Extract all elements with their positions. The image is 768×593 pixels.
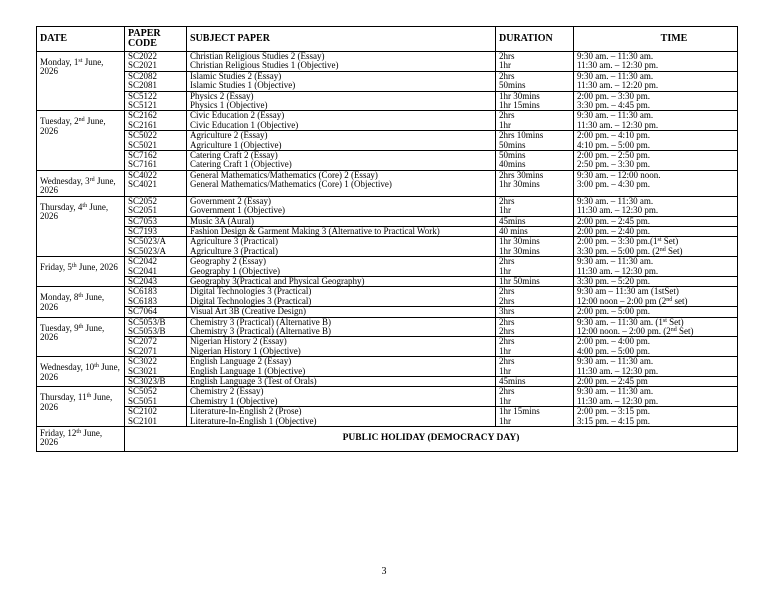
subject-paper: Digital Technologies 3 (Practical) <box>190 286 312 297</box>
subject-paper-cell <box>187 111 496 131</box>
duration: 3hrs <box>499 306 515 317</box>
paper-code-cell <box>125 91 187 111</box>
subject-paper: Geography 3(Practical and Physical Geography) <box>190 275 365 286</box>
duration-cell <box>496 276 574 286</box>
subject-paper-cell <box>187 196 496 216</box>
time-cell <box>574 317 738 337</box>
paper-code: SC2051 <box>128 205 158 216</box>
time-cell <box>574 257 738 277</box>
time: 9:30 am. – 12:00 noon. <box>577 169 661 180</box>
exam-row <box>37 216 738 226</box>
duration-cell <box>496 377 574 387</box>
exam-row <box>37 257 738 277</box>
paper-code-cell <box>125 276 187 286</box>
subject-paper-cell <box>187 71 496 91</box>
duration: 2hrs 30mins <box>499 169 544 180</box>
subject-paper-cell <box>187 317 496 337</box>
paper-code: SC2162 <box>128 110 158 121</box>
subject-paper: English Language 1 (Objective) <box>190 365 306 376</box>
time: 12:00 noon – 2:00 pm (2nd set) <box>577 295 688 306</box>
duration: 1hr <box>499 395 511 406</box>
paper-code: SC5053/B <box>128 325 166 336</box>
time: 9:30 am. – 11:30 am. <box>577 195 654 206</box>
duration: 1hr <box>499 345 511 356</box>
duration: 2hrs <box>499 295 515 306</box>
holiday-label: PUBLIC HOLIDAY (DEMOCRACY DAY) <box>125 427 738 452</box>
exam-row <box>37 287 738 307</box>
subject-paper: Chemistry 2 (Essay) <box>190 386 264 397</box>
paper-code: SC2102 <box>128 406 158 417</box>
paper-code: SC2081 <box>128 80 158 91</box>
time: 3:15 pm. – 4:15 pm. <box>577 415 651 426</box>
paper-code: SC3023/B <box>128 376 166 386</box>
paper-code-cell <box>125 317 187 337</box>
duration: 45mins <box>499 215 526 226</box>
subject-paper-cell <box>187 387 496 407</box>
paper-code: SC2041 <box>128 265 158 276</box>
paper-code: SC3021 <box>128 365 158 376</box>
subject-paper-cell <box>187 216 496 226</box>
paper-code-cell <box>125 196 187 216</box>
exam-row <box>37 91 738 111</box>
paper-code-cell <box>125 71 187 91</box>
exam-row <box>37 237 738 257</box>
paper-code-cell <box>125 287 187 307</box>
duration: 1hr 30mins <box>499 179 540 190</box>
exam-row <box>37 111 738 131</box>
time: 2:00 pm. – 2:40 pm. <box>577 225 651 236</box>
duration: 1hr <box>499 205 511 216</box>
duration: 1hr 50mins <box>499 275 540 286</box>
subject-paper: Government 2 (Essay) <box>190 195 271 206</box>
time-cell <box>574 71 738 91</box>
duration: 2hrs <box>499 336 515 347</box>
subject-paper: Islamic Studies 2 (Essay) <box>190 70 282 81</box>
subject-paper: General Mathematics/Mathematics (Core) 1 (Objective) <box>190 179 392 190</box>
duration-cell <box>496 287 574 307</box>
time: 11:30 am. – 12:30 pm. <box>577 265 659 276</box>
duration: 2hrs <box>499 110 515 121</box>
paper-code: SC5023/A <box>128 245 167 256</box>
time: 11:30 am. – 12:20 pm. <box>577 80 659 91</box>
paper-code-cell <box>125 216 187 226</box>
subject-paper: Civic Education 1 (Objective) <box>190 119 299 130</box>
paper-code-cell <box>125 257 187 277</box>
subject-paper: Chemistry 3 (Practical) (Alternative B) <box>190 325 331 336</box>
paper-code: SC4022 <box>128 169 158 180</box>
subject-paper-cell <box>187 226 496 236</box>
paper-code: SC5121 <box>128 100 158 111</box>
paper-code-cell <box>125 111 187 131</box>
date-cell: Monday, 1st June, 2026 <box>37 52 125 111</box>
duration-cell <box>496 111 574 131</box>
duration: 1hr 15mins <box>499 406 540 417</box>
time-cell <box>574 151 738 171</box>
paper-code: SC7193 <box>128 225 158 236</box>
subject-paper-cell <box>187 52 496 72</box>
subject-paper-cell <box>187 337 496 357</box>
subject-paper: Nigerian History 2 (Essay) <box>190 336 287 347</box>
time-cell <box>574 52 738 72</box>
paper-code: SC5052 <box>128 386 158 397</box>
duration: 2hrs 10mins <box>499 130 544 141</box>
duration: 1hr 30mins <box>499 236 540 247</box>
time: 11:30 am. – 12:30 pm. <box>577 395 659 406</box>
time: 9:30 am. – 11:30 am. <box>577 70 654 81</box>
paper-code-cell <box>125 170 187 196</box>
paper-code: SC5022 <box>128 130 158 141</box>
holiday-row <box>37 427 738 452</box>
duration: 2hrs <box>499 195 515 206</box>
paper-code: SC5053/B <box>128 316 166 327</box>
paper-code: SC7161 <box>128 159 158 170</box>
time-cell <box>574 307 738 317</box>
time-cell <box>574 357 738 377</box>
time: 2:00 pm. – 3:15 pm. <box>577 406 651 417</box>
subject-paper-cell <box>187 170 496 196</box>
duration: 50mins <box>499 139 526 150</box>
duration: 2hrs <box>499 325 515 336</box>
time-cell <box>574 377 738 387</box>
header-subject-paper: SUBJECT PAPER <box>187 27 496 52</box>
duration-cell <box>496 317 574 337</box>
duration-cell <box>496 216 574 226</box>
time-cell <box>574 337 738 357</box>
time: 9:30 am. – 11:30 am. <box>577 386 654 397</box>
subject-paper: Catering Craft 2 (Essay) <box>190 150 278 161</box>
subject-paper: Music 3A (Aural) <box>190 215 254 226</box>
subject-paper: Christian Religious Studies 2 (Essay) <box>190 51 325 61</box>
paper-code-cell <box>125 151 187 171</box>
time: 3:30 pm. – 4:45 pm. <box>577 100 651 111</box>
paper-code: SC2021 <box>128 60 158 71</box>
time-cell <box>574 170 738 196</box>
subject-paper-cell <box>187 407 496 427</box>
subject-paper: Fashion Design & Garment Making 3 (Alternative to Practical Work) <box>190 225 440 236</box>
paper-code: SC2022 <box>128 51 158 61</box>
duration: 50mins <box>499 150 526 161</box>
time-cell <box>574 387 738 407</box>
page-number: 3 <box>381 566 387 577</box>
paper-code: SC7064 <box>128 306 158 317</box>
subject-paper: Physics 1 (Objective) <box>190 100 268 111</box>
time-cell <box>574 276 738 286</box>
exam-row <box>37 307 738 317</box>
time: 2:50 pm. – 3:30 pm. <box>577 159 651 170</box>
paper-code: SC7053 <box>128 215 158 226</box>
time: 2:00 pm. – 3:30 pm. <box>577 90 651 101</box>
exam-row <box>37 337 738 357</box>
exam-row <box>37 131 738 151</box>
duration: 1hr <box>499 119 511 130</box>
paper-code: SC2161 <box>128 119 158 130</box>
duration: 2hrs <box>499 70 515 81</box>
duration-cell <box>496 71 574 91</box>
time: 4:00 pm. – 5:00 pm. <box>577 345 651 356</box>
paper-code: SC5021 <box>128 139 158 150</box>
time-cell <box>574 91 738 111</box>
duration: 40 mins <box>499 225 528 236</box>
subject-paper: General Mathematics/Mathematics (Core) 2 (Essay) <box>190 169 378 180</box>
exam-row <box>37 276 738 286</box>
duration: 1hr <box>499 365 511 376</box>
header-duration: DURATION <box>496 27 574 52</box>
time-cell <box>574 407 738 427</box>
paper-code: SC6183 <box>128 286 158 297</box>
duration-cell <box>496 387 574 407</box>
duration-cell <box>496 407 574 427</box>
subject-paper-cell <box>187 91 496 111</box>
paper-code-cell <box>125 226 187 236</box>
exam-row <box>37 151 738 171</box>
header-date: DATE <box>37 27 125 52</box>
time: 12:00 noon. – 2:00 pm. (2nd Set) <box>577 325 694 336</box>
date-cell: Friday, 12th June, 2026 <box>37 427 125 452</box>
paper-code-cell <box>125 387 187 407</box>
subject-paper-cell <box>187 377 496 387</box>
time: 3:30 pm. – 5:00 pm. (2nd Set) <box>577 245 683 256</box>
paper-code-cell <box>125 307 187 317</box>
paper-code-cell <box>125 337 187 357</box>
subject-paper: Visual Art 3B (Creative Design) <box>190 306 306 317</box>
time: 9:30 am. – 11:30 am. <box>577 51 654 61</box>
duration-cell <box>496 151 574 171</box>
time: 9:30 am – 11:30 am (1stSet) <box>577 286 679 297</box>
exam-row <box>37 170 738 196</box>
subject-paper: Physics 2 (Essay) <box>190 90 254 101</box>
date-cell: Tuesday, 9th June, 2026 <box>37 317 125 357</box>
subject-paper-cell <box>187 131 496 151</box>
exam-row <box>37 407 738 427</box>
duration: 1hr <box>499 415 511 426</box>
duration: 1hr 30mins <box>499 90 540 101</box>
paper-code: SC2043 <box>128 275 158 286</box>
exam-row <box>37 387 738 407</box>
paper-code: SC2082 <box>128 70 158 81</box>
duration-cell <box>496 257 574 277</box>
paper-code-cell <box>125 237 187 257</box>
exam-row <box>37 226 738 236</box>
duration: 2hrs <box>499 316 515 327</box>
time-cell <box>574 287 738 307</box>
exam-row <box>37 196 738 216</box>
subject-paper: Catering Craft 1 (Objective) <box>190 159 292 170</box>
time: 9:30 am. – 11:30 am. <box>577 256 654 267</box>
time: 2:00 pm. – 2:45 pm <box>577 376 648 386</box>
duration-cell <box>496 52 574 72</box>
paper-code: SC4021 <box>128 179 158 190</box>
subject-paper-cell <box>187 151 496 171</box>
duration: 2hrs <box>499 386 515 397</box>
subject-paper-cell <box>187 307 496 317</box>
time: 2:00 pm. – 4:10 pm. <box>577 130 651 141</box>
exam-timetable <box>36 26 738 452</box>
duration: 1hr 30mins <box>499 245 540 256</box>
duration-cell <box>496 307 574 317</box>
time: 2:00 pm. – 2:50 pm. <box>577 150 651 161</box>
subject-paper: Christian Religious Studies 1 (Objective) <box>190 60 339 71</box>
time-cell <box>574 196 738 216</box>
header-time: TIME <box>574 27 738 52</box>
paper-code-cell <box>125 377 187 387</box>
date-cell: Friday, 5th June, 2026 <box>37 257 125 287</box>
time: 4:10 pm. – 5:00 pm. <box>577 139 651 150</box>
time: 2:00 pm. – 5:00 pm. <box>577 306 651 317</box>
subject-paper: Government 1 (Objective) <box>190 205 285 216</box>
paper-code: SC7162 <box>128 150 158 161</box>
subject-paper-cell <box>187 257 496 277</box>
exam-row <box>37 52 738 72</box>
paper-code: SC2071 <box>128 345 158 356</box>
time: 3:00 pm. – 4:30 pm. <box>577 179 651 190</box>
subject-paper: Geography 2 (Essay) <box>190 256 266 267</box>
duration: 2hrs <box>499 286 515 297</box>
duration: 45mins <box>499 376 526 386</box>
subject-paper: Civic Education 2 (Essay) <box>190 110 285 121</box>
paper-code: SC6183 <box>128 295 158 306</box>
exam-row <box>37 377 738 387</box>
paper-code: SC2042 <box>128 256 158 267</box>
time: 9:30 am. – 11:30 am. <box>577 356 654 367</box>
date-cell: Thursday, 11th June, 2026 <box>37 387 125 427</box>
time: 2:00 pm. – 3:30 pm.(1st Set) <box>577 236 679 247</box>
time: 11:30 am. – 12:30 pm. <box>577 119 659 130</box>
paper-code: SC3022 <box>128 356 158 367</box>
time: 11:30 am. – 12:30 pm. <box>577 205 659 216</box>
subject-paper: English Language 3 (Test of Orals) <box>190 376 317 386</box>
duration-cell <box>496 226 574 236</box>
header-row <box>37 27 738 52</box>
subject-paper: Literature-In-English 2 (Prose) <box>190 406 302 417</box>
subject-paper: Agriculture 3 (Practical) <box>190 245 278 256</box>
subject-paper: Nigerian History 1 (Objective) <box>190 345 301 356</box>
subject-paper-cell <box>187 357 496 377</box>
subject-paper: Agriculture 3 (Practical) <box>190 236 278 247</box>
time: 9:30 am. – 11:30 am. (1st Set) <box>577 316 684 327</box>
subject-paper-cell <box>187 276 496 286</box>
subject-paper: Geography 1 (Objective) <box>190 265 280 276</box>
time: 11:30 am. – 12:30 pm. <box>577 60 659 71</box>
date-cell: Wednesday, 10th June, 2026 <box>37 357 125 387</box>
paper-code: SC5122 <box>128 90 158 101</box>
paper-code-cell <box>125 357 187 377</box>
time-cell <box>574 111 738 131</box>
time: 9:30 am. – 11:30 am. <box>577 110 654 121</box>
exam-row <box>37 71 738 91</box>
paper-code: SC2072 <box>128 336 158 347</box>
subject-paper: English Language 2 (Essay) <box>190 356 292 367</box>
duration: 40mins <box>499 159 526 170</box>
duration-cell <box>496 357 574 377</box>
subject-paper: Chemistry 3 (Practical) (Alternative B) <box>190 316 331 327</box>
time: 3:30 pm. – 5:20 pm. <box>577 275 651 286</box>
duration: 1hr 15mins <box>499 100 540 111</box>
subject-paper: Islamic Studies 1 (Objective) <box>190 80 296 91</box>
header-paper-code: PAPER CODE <box>125 27 187 52</box>
subject-paper: Digital Technologies 3 (Practical) <box>190 295 312 306</box>
date-cell: Thursday, 4th June, 2026 <box>37 196 125 256</box>
paper-code-cell <box>125 52 187 72</box>
subject-paper-cell <box>187 237 496 257</box>
subject-paper: Literature-In-English 1 (Objective) <box>190 415 317 426</box>
timetable-body <box>37 52 738 452</box>
duration: 2hrs <box>499 51 515 61</box>
date-cell: Tuesday, 2nd June, 2026 <box>37 111 125 170</box>
date-cell: Wednesday, 3rd June, 2026 <box>37 170 125 196</box>
time-cell <box>574 226 738 236</box>
duration: 50mins <box>499 80 526 91</box>
duration-cell <box>496 131 574 151</box>
paper-code-cell <box>125 407 187 427</box>
paper-code: SC2052 <box>128 195 158 206</box>
time-cell <box>574 237 738 257</box>
time: 2:00 pm. – 4:00 pm. <box>577 336 651 347</box>
time: 2:00 pm. – 2:45 pm. <box>577 215 651 226</box>
paper-code: SC2101 <box>128 415 158 426</box>
paper-code: SC5051 <box>128 395 158 406</box>
time-cell <box>574 131 738 151</box>
subject-paper: Agriculture 2 (Essay) <box>190 130 268 141</box>
duration: 1hr <box>499 60 511 71</box>
time: 11:30 am. – 12:30 pm. <box>577 365 659 376</box>
paper-code: SC5023/A <box>128 236 167 247</box>
exam-row <box>37 317 738 337</box>
duration: 2hrs <box>499 356 515 367</box>
duration: 2hrs <box>499 256 515 267</box>
duration-cell <box>496 170 574 196</box>
subject-paper: Agriculture 1 (Objective) <box>190 139 282 150</box>
duration-cell <box>496 91 574 111</box>
duration-cell <box>496 237 574 257</box>
paper-code-cell <box>125 131 187 151</box>
subject-paper-cell <box>187 287 496 307</box>
duration-cell <box>496 337 574 357</box>
subject-paper: Chemistry 1 (Objective) <box>190 395 278 406</box>
duration: 1hr <box>499 265 511 276</box>
exam-row <box>37 357 738 377</box>
date-cell: Monday, 8th June, 2026 <box>37 287 125 317</box>
duration-cell <box>496 196 574 216</box>
time-cell <box>574 216 738 226</box>
